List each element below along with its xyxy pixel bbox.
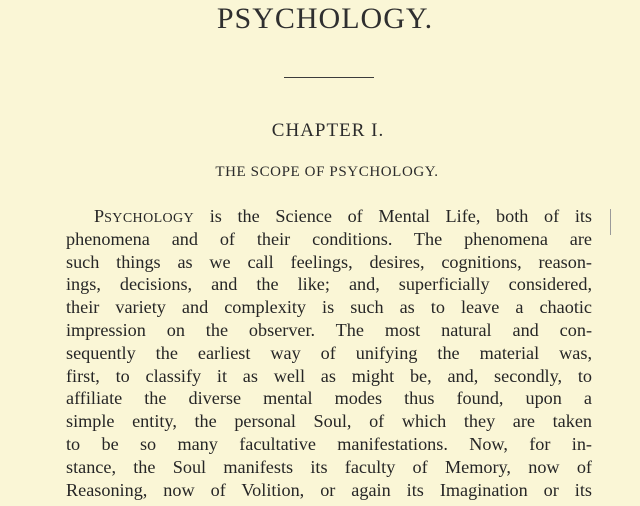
body-paragraph xyxy=(66,205,592,501)
paragraph-line: to be so many facultative manifestations. Now, for in- xyxy=(66,433,592,454)
chapter-subtitle: THE SCOPE OF PSYCHOLOGY. xyxy=(215,164,439,180)
paragraph-line: stance, the Soul manifests its faculty of Memory, now of xyxy=(66,456,592,477)
paragraph-line: ings, decisions, and the like; and, superficially considered, xyxy=(66,274,592,295)
paragraph-line: impression on the observer. The most natural and con- xyxy=(66,319,592,340)
paragraph-line xyxy=(66,205,592,228)
paragraph-line: simple entity, the personal Soul, of which they are taken xyxy=(66,411,592,432)
margin-mark xyxy=(610,209,611,235)
paragraph-line-text: is the Science of Mental Life, both of its xyxy=(194,206,592,226)
paragraph-line: phenomena and of their conditions. The phenomena are xyxy=(66,228,592,249)
small-caps-rest: SYCHOLOGY xyxy=(104,211,195,226)
paragraph-line: their variety and complexity is such as to leave a chaotic xyxy=(66,297,592,318)
paragraph-line: first, to classify it as well as might be, and, secondly, to xyxy=(66,365,592,386)
chapter-heading: CHAPTER I. xyxy=(271,120,385,141)
title-divider xyxy=(284,77,374,78)
small-caps-initial: P xyxy=(94,206,105,226)
paragraph-line: such things as we call feelings, desires, cognitions, reason- xyxy=(66,251,592,272)
book-title: PSYCHOLOGY. xyxy=(216,2,434,35)
paragraph-line: affiliate the diverse mental modes thus found, upon a xyxy=(66,388,592,409)
paragraph-line: Reasoning, now of Volition, or again its Imagination or its xyxy=(66,479,592,500)
paragraph-line: sequently the earliest way of unifying the material was, xyxy=(66,342,592,363)
